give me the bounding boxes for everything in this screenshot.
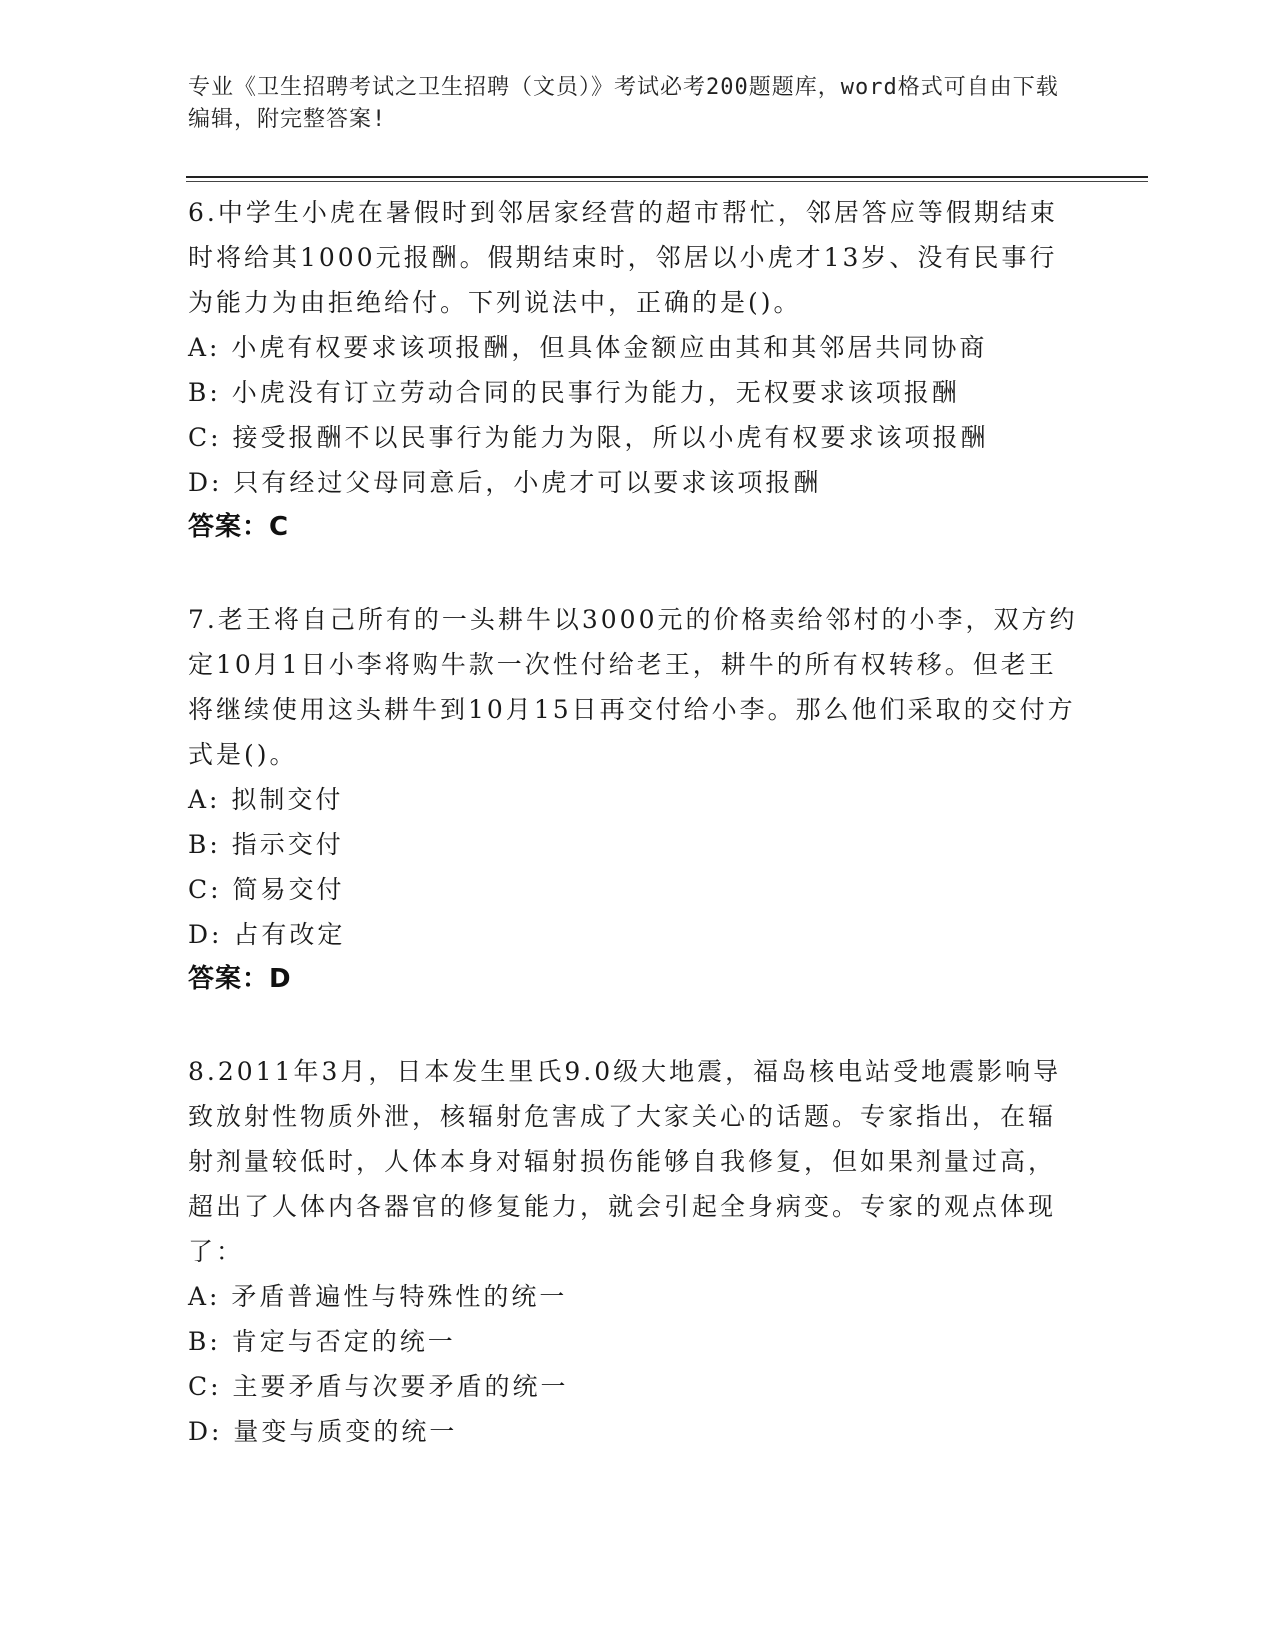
option-b: B: 指示交付 xyxy=(188,830,344,859)
answer: 答案：C xyxy=(188,512,290,542)
option-b: B: 小虎没有订立劳动合同的民事行为能力，无权要求该项报酬 xyxy=(188,378,960,407)
option-a: A: 矛盾普遍性与特殊性的统一 xyxy=(188,1282,568,1311)
question-stem: 8.2011年3月，日本发生里氏9.0级大地震，福岛核电站受地震影响导致放射性物质外泄，核辐射危害成了大家关心的话题。专家指出，在辐射剂量较低时，人体本身对辐射损伤能够自我修复，但如果剂量过高，超出了人体内各器官的修复能力，就会引起全身病变。专家的观点体现了： xyxy=(188,1057,1062,1266)
question-6 xyxy=(188,190,1078,550)
option-d: D: 量变与质变的统一 xyxy=(188,1417,458,1446)
question-stem: 6.中学生小虎在暑假时到邻居家经营的超市帮忙，邻居答应等假期结束时将给其1000元报酬。假期结束时，邻居以小虎才13岁、没有民事行为能力为由拒绝给付。下列说法中，正确的是()。 xyxy=(188,198,1058,317)
header-divider-thin xyxy=(186,181,1148,182)
option-d: D: 占有改定 xyxy=(188,920,346,949)
question-stem: 7.老王将自己所有的一头耕牛以3000元的价格卖给邻村的小李，双方约定10月1日小李将购牛款一次性付给老王，耕牛的所有权转移。但老王将继续使用这头耕牛到10月15日再交付给小李。那么他们采取的交付方式是()。 xyxy=(188,605,1078,769)
document-header: 专业《卫生招聘考试之卫生招聘（文员）》考试必考200题题库，word格式可自由下载编辑，附完整答案! xyxy=(188,75,1059,132)
question-8 xyxy=(188,1049,1078,1454)
answer: 答案：D xyxy=(188,964,292,994)
option-d: D: 只有经过父母同意后，小虎才可以要求该项报酬 xyxy=(188,468,822,497)
option-c: C: 简易交付 xyxy=(188,875,345,904)
option-a: A: 拟制交付 xyxy=(188,785,344,814)
header-divider-thick xyxy=(186,176,1148,178)
question-7 xyxy=(188,597,1078,1002)
option-c: C: 主要矛盾与次要矛盾的统一 xyxy=(188,1372,569,1401)
option-c: C: 接受报酬不以民事行为能力为限，所以小虎有权要求该项报酬 xyxy=(188,423,989,452)
option-a: A: 小虎有权要求该项报酬，但具体金额应由其和其邻居共同协商 xyxy=(188,333,988,362)
option-b: B: 肯定与否定的统一 xyxy=(188,1327,456,1356)
